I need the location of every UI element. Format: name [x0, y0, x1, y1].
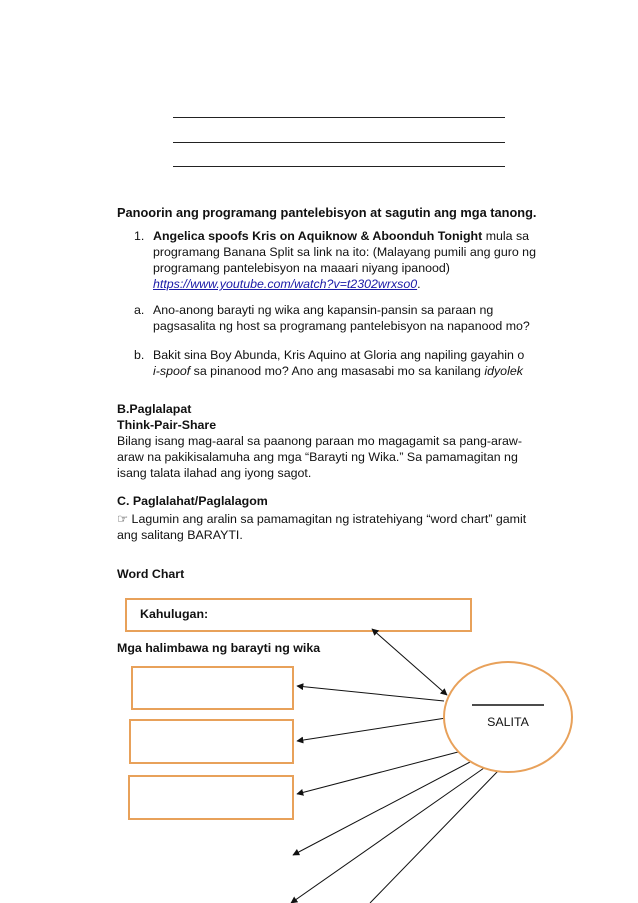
section-c-line-1: ☞ Lagumin ang aralin sa pamamagitan ng istratehiyang “word chart” gamit	[117, 512, 527, 526]
section-b-heading: B.Paglalapat	[117, 402, 192, 416]
question-b-line-1: Bakit sina Boy Abunda, Kris Aquino at Gloria ang napiling gayahin o	[153, 348, 525, 362]
section-b-line-1: Bilang isang mag-aaral sa paanong paraan mo magagamit sa pang-araw-	[117, 434, 523, 448]
question-b-letter: b.	[134, 348, 145, 362]
instruction-heading: Panoorin ang programang pantelebisyon at sagutin ang mga tanong.	[117, 205, 537, 220]
question-a-line-2: pagsasalita ng host sa programang pantelebisyon na napanood mo?	[153, 319, 530, 333]
item-1-title: Angelica spoofs Kris on Aquiknow & Aboonduh Tonight	[153, 229, 483, 243]
arrow-to-blank-3	[370, 771, 498, 903]
section-c-heading: C. Paglalahat/Paglalagom	[117, 494, 268, 508]
youtube-link[interactable]: https://www.youtube.com/watch?v=t2302wrxso0	[153, 277, 418, 291]
arrow-to-example-1	[297, 686, 444, 701]
item-1-link-end: .	[417, 277, 421, 291]
salita-word: SALITA	[487, 715, 529, 729]
question-b-idyolek: idyolek	[484, 364, 523, 378]
section-c-line-2: ang salitang BARAYTI.	[117, 528, 243, 542]
item-1-number: 1.	[134, 229, 145, 243]
kahulugan-label: Kahulugan:	[140, 607, 209, 621]
question-a-letter: a.	[134, 303, 145, 317]
arrow-to-example-3	[297, 752, 458, 794]
item-1-line-2: programang Banana Split sa link na ito: (Malayang pumili ang guro ng	[153, 245, 536, 259]
question-a-line-1: Ano-anong barayti ng wika ang kapansin-pansin sa paraan ng	[153, 303, 494, 317]
section-b-line-3: isang talata ilahad ang iyong sagot.	[117, 466, 312, 480]
arrow-to-kahulugan	[372, 629, 447, 695]
arrow-to-example-2	[297, 718, 446, 741]
section-b-line-2: araw na pakikisalamuha ang mga “Barayti ng Wika.” Sa pamamagitan ng	[117, 450, 518, 464]
arrow-to-blank-1	[293, 762, 470, 855]
item-1-line-3: programang pantelebisyon na maaari niyang ipanood)	[153, 261, 450, 275]
question-b-ispoof: i-spoof	[153, 364, 191, 378]
halimbawa-label: Mga halimbawa ng barayti ng wika	[117, 641, 321, 655]
word-chart-heading: Word Chart	[117, 567, 185, 581]
question-b-line-2-mid: sa pinanood mo? Ano ang masasabi mo sa kanilang	[190, 364, 485, 378]
item-1-line-1-rest: mula sa	[482, 229, 530, 243]
section-b-subheading: Think-Pair-Share	[117, 418, 217, 432]
